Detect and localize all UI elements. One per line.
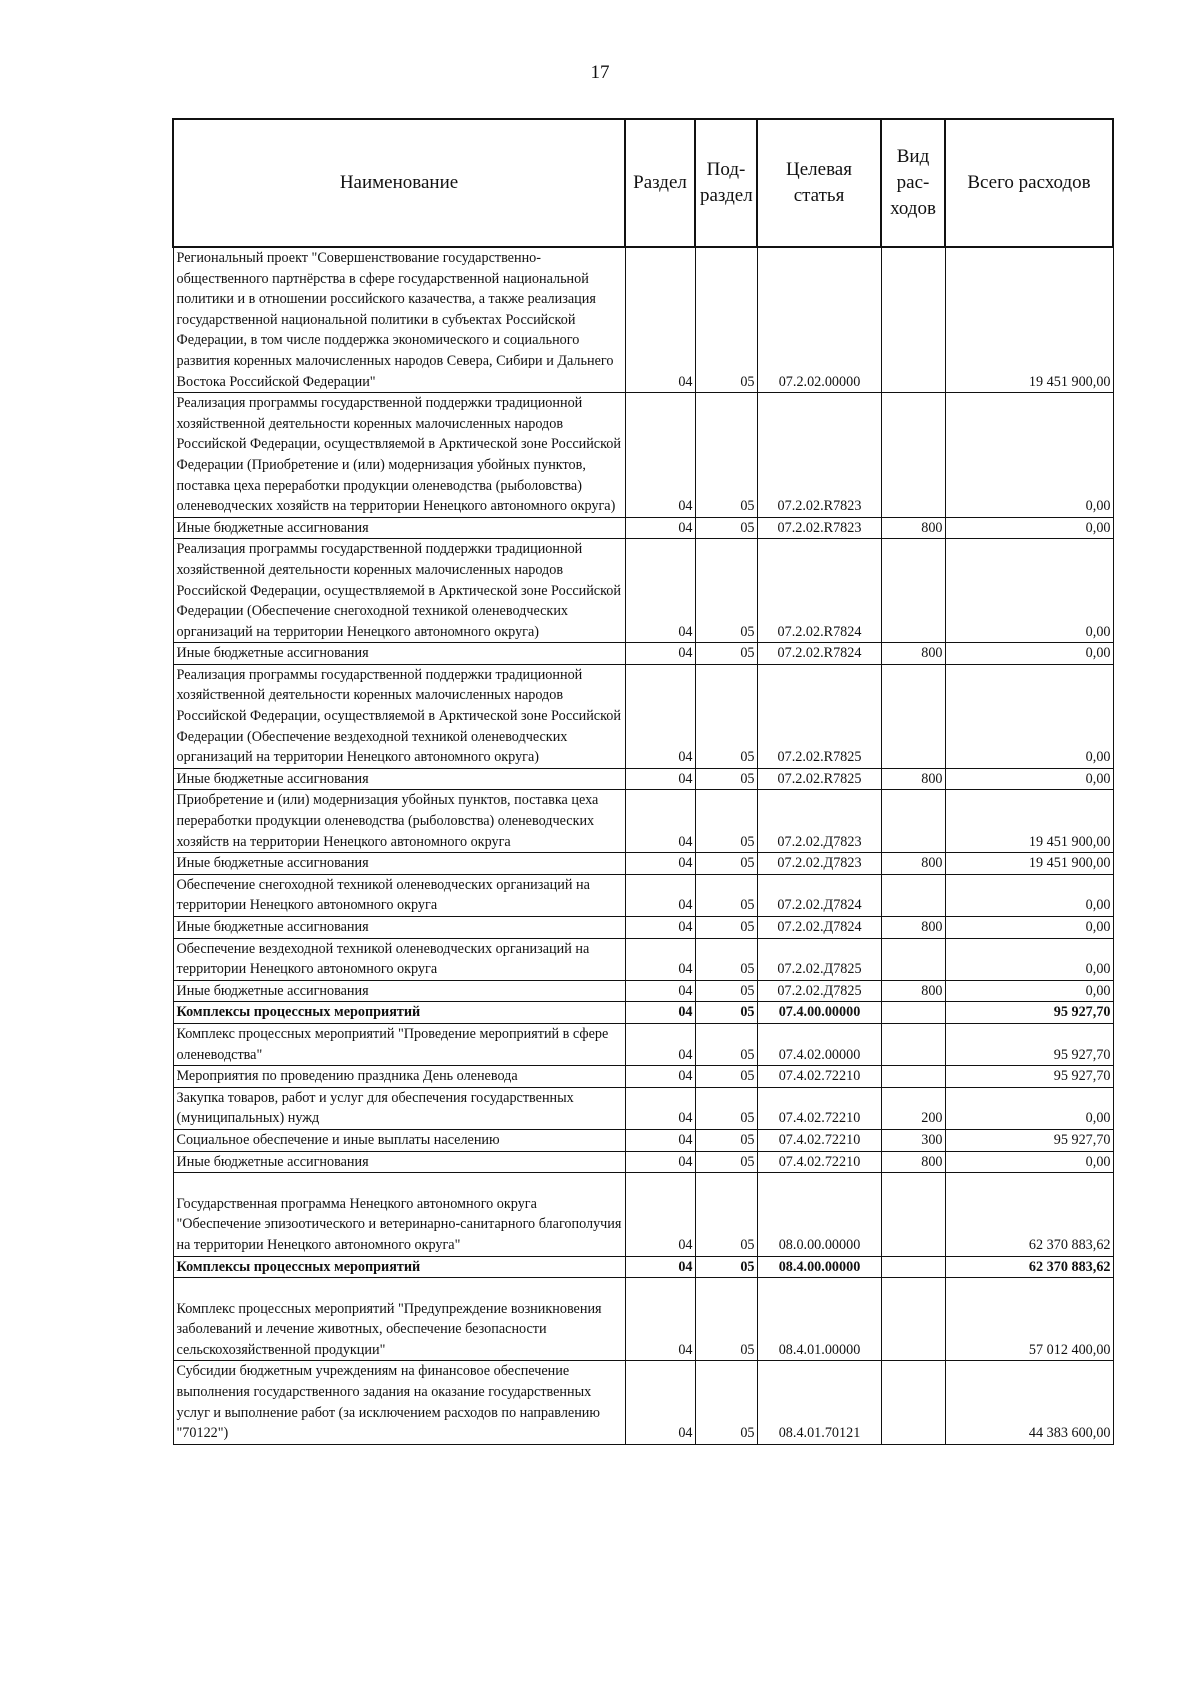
row-vid-raskhodov xyxy=(881,790,945,853)
table-row xyxy=(173,938,1113,980)
row-vid-raskhodov xyxy=(881,664,945,768)
row-podrazdel: 05 xyxy=(695,1278,757,1361)
row-razdel: 04 xyxy=(625,643,695,665)
table-row xyxy=(173,517,1113,539)
row-vid-raskhodov xyxy=(881,1173,945,1256)
row-name: Комплексы процессных мероприятий xyxy=(173,1002,625,1024)
row-name: Иные бюджетные ассигнования xyxy=(173,917,625,939)
row-vid-raskhodov xyxy=(881,938,945,980)
row-podrazdel: 05 xyxy=(695,247,757,393)
row-celevaya-statya: 07.2.02.R7824 xyxy=(757,643,881,665)
table-body xyxy=(173,247,1113,1444)
row-razdel: 04 xyxy=(625,768,695,790)
table-row xyxy=(173,393,1113,518)
table-row xyxy=(173,1256,1113,1278)
row-razdel: 04 xyxy=(625,1361,695,1444)
row-vid-raskhodov xyxy=(881,539,945,643)
row-celevaya-statya: 07.4.02.72210 xyxy=(757,1087,881,1129)
row-name: Иные бюджетные ассигнования xyxy=(173,768,625,790)
row-podrazdel: 05 xyxy=(695,1151,757,1173)
row-razdel: 04 xyxy=(625,1173,695,1256)
row-name: Иные бюджетные ассигнования xyxy=(173,1151,625,1173)
header-podrazdel: Под- раздел xyxy=(695,119,757,247)
row-razdel: 04 xyxy=(625,1023,695,1065)
row-name: Субсидии бюджетным учреждениям на финансовое обеспечение выполнения государственного задания на оказание государственных услуг и выполнение работ (за исключением расходов по направлению "70122") xyxy=(173,1361,625,1444)
row-total: 95 927,70 xyxy=(945,1129,1113,1151)
row-celevaya-statya: 07.4.02.00000 xyxy=(757,1023,881,1065)
row-vid-raskhodov xyxy=(881,1066,945,1088)
row-name: Комплексы процессных мероприятий xyxy=(173,1256,625,1278)
row-podrazdel: 05 xyxy=(695,768,757,790)
table-row xyxy=(173,1002,1113,1024)
row-celevaya-statya: 07.2.02.R7823 xyxy=(757,393,881,518)
row-celevaya-statya: 08.4.00.00000 xyxy=(757,1256,881,1278)
row-celevaya-statya: 07.2.02.Д7824 xyxy=(757,874,881,916)
row-vid-raskhodov xyxy=(881,1278,945,1361)
table-row xyxy=(173,1361,1113,1444)
row-podrazdel: 05 xyxy=(695,664,757,768)
row-celevaya-statya: 07.4.02.72210 xyxy=(757,1066,881,1088)
row-podrazdel: 05 xyxy=(695,1002,757,1024)
row-total: 0,00 xyxy=(945,539,1113,643)
row-razdel: 04 xyxy=(625,1066,695,1088)
row-razdel: 04 xyxy=(625,1256,695,1278)
row-name: Комплекс процессных мероприятий "Предупреждение возникновения заболеваний и лечение животных, обеспечение безопасности сельскохозяйственной продукции" xyxy=(173,1278,625,1361)
table-row xyxy=(173,247,1113,393)
row-vid-raskhodov: 300 xyxy=(881,1129,945,1151)
row-total: 57 012 400,00 xyxy=(945,1278,1113,1361)
row-total: 0,00 xyxy=(945,664,1113,768)
row-total: 0,00 xyxy=(945,393,1113,518)
row-name: Реализация программы государственной поддержки традиционной хозяйственной деятельности коренных малочисленных народов Российской Федерации, осуществляемой в Арктической зоне Российской Федерации (Обеспечение вездеходной техникой оленеводческих организаций на территории Ненецкого автономного округа) xyxy=(173,664,625,768)
row-razdel: 04 xyxy=(625,1002,695,1024)
row-name: Обеспечение вездеходной техникой оленеводческих организаций на территории Ненецкого автономного округа xyxy=(173,938,625,980)
row-vid-raskhodov xyxy=(881,1361,945,1444)
row-total: 95 927,70 xyxy=(945,1066,1113,1088)
row-total: 0,00 xyxy=(945,1151,1113,1173)
table-row xyxy=(173,980,1113,1002)
table-row xyxy=(173,874,1113,916)
table-row xyxy=(173,643,1113,665)
table-row xyxy=(173,664,1113,768)
row-name: Комплекс процессных мероприятий "Проведение мероприятий в сфере оленеводства" xyxy=(173,1023,625,1065)
row-vid-raskhodov xyxy=(881,1023,945,1065)
row-podrazdel: 05 xyxy=(695,874,757,916)
row-total: 0,00 xyxy=(945,1087,1113,1129)
row-total: 95 927,70 xyxy=(945,1002,1113,1024)
row-podrazdel: 05 xyxy=(695,643,757,665)
row-name: Реализация программы государственной поддержки традиционной хозяйственной деятельности коренных малочисленных народов Российской Федерации, осуществляемой в Арктической зоне Российской Федерации (Обеспечение снегоходной техникой оленеводческих организаций на территории Ненецкого автономного округа) xyxy=(173,539,625,643)
row-celevaya-statya: 07.2.02.00000 xyxy=(757,247,881,393)
budget-table xyxy=(172,118,1114,1445)
row-vid-raskhodov xyxy=(881,393,945,518)
table-row xyxy=(173,1173,1113,1256)
row-vid-raskhodov: 800 xyxy=(881,980,945,1002)
row-name: Приобретение и (или) модернизация убойных пунктов, поставка цеха переработки продукции оленеводства (рыболовства) оленеводческих хозяйств на территории Ненецкого автономного округа xyxy=(173,790,625,853)
row-vid-raskhodov: 800 xyxy=(881,517,945,539)
row-razdel: 04 xyxy=(625,938,695,980)
row-razdel: 04 xyxy=(625,1087,695,1129)
row-celevaya-statya: 07.2.02.R7824 xyxy=(757,539,881,643)
row-celevaya-statya: 07.4.00.00000 xyxy=(757,1002,881,1024)
row-name: Иные бюджетные ассигнования xyxy=(173,643,625,665)
row-total: 95 927,70 xyxy=(945,1023,1113,1065)
row-total: 0,00 xyxy=(945,938,1113,980)
row-podrazdel: 05 xyxy=(695,1066,757,1088)
row-razdel: 04 xyxy=(625,517,695,539)
row-podrazdel: 05 xyxy=(695,790,757,853)
row-razdel: 04 xyxy=(625,539,695,643)
row-celevaya-statya: 07.2.02.Д7824 xyxy=(757,917,881,939)
row-celevaya-statya: 07.2.02.Д7825 xyxy=(757,980,881,1002)
row-name: Реализация программы государственной поддержки традиционной хозяйственной деятельности коренных малочисленных народов Российской Федерации, осуществляемой в Арктической зоне Российской Федерации (Приобретение и (или) модернизация убойных пунктов, поставка цеха переработки продукции оленеводства (рыболовства) оленеводческих хозяйств на территории Ненецкого автономного округа) xyxy=(173,393,625,518)
table-row xyxy=(173,853,1113,875)
row-total: 0,00 xyxy=(945,980,1113,1002)
row-celevaya-statya: 08.4.01.70121 xyxy=(757,1361,881,1444)
row-vid-raskhodov: 800 xyxy=(881,768,945,790)
header-name: Наименование xyxy=(173,119,625,247)
table-row xyxy=(173,1087,1113,1129)
row-name: Иные бюджетные ассигнования xyxy=(173,980,625,1002)
header-total: Всего расходов xyxy=(945,119,1113,247)
row-podrazdel: 05 xyxy=(695,393,757,518)
row-total: 44 383 600,00 xyxy=(945,1361,1113,1444)
row-podrazdel: 05 xyxy=(695,517,757,539)
row-vid-raskhodov xyxy=(881,874,945,916)
header-vid-raskhodov: Вид рас- ходов xyxy=(881,119,945,247)
row-razdel: 04 xyxy=(625,247,695,393)
row-name: Социальное обеспечение и иные выплаты населению xyxy=(173,1129,625,1151)
row-podrazdel: 05 xyxy=(695,917,757,939)
row-celevaya-statya: 08.4.01.00000 xyxy=(757,1278,881,1361)
row-razdel: 04 xyxy=(625,917,695,939)
row-razdel: 04 xyxy=(625,664,695,768)
row-podrazdel: 05 xyxy=(695,1256,757,1278)
table-row xyxy=(173,917,1113,939)
row-name: Иные бюджетные ассигнования xyxy=(173,517,625,539)
row-celevaya-statya: 07.2.02.Д7823 xyxy=(757,790,881,853)
row-vid-raskhodov: 800 xyxy=(881,917,945,939)
row-vid-raskhodov xyxy=(881,1002,945,1024)
row-celevaya-statya: 07.2.02.R7823 xyxy=(757,517,881,539)
header-row xyxy=(173,119,1113,247)
row-total: 19 451 900,00 xyxy=(945,790,1113,853)
header-celevaya-statya: Целевая статья xyxy=(757,119,881,247)
row-total: 62 370 883,62 xyxy=(945,1256,1113,1278)
row-podrazdel: 05 xyxy=(695,938,757,980)
table-row xyxy=(173,768,1113,790)
row-podrazdel: 05 xyxy=(695,1361,757,1444)
row-celevaya-statya: 07.4.02.72210 xyxy=(757,1129,881,1151)
row-razdel: 04 xyxy=(625,790,695,853)
table-row xyxy=(173,790,1113,853)
table-row xyxy=(173,1129,1113,1151)
table-row xyxy=(173,539,1113,643)
row-total: 0,00 xyxy=(945,917,1113,939)
row-total: 0,00 xyxy=(945,643,1113,665)
row-razdel: 04 xyxy=(625,853,695,875)
row-vid-raskhodov: 800 xyxy=(881,643,945,665)
row-total: 0,00 xyxy=(945,517,1113,539)
row-celevaya-statya: 08.0.00.00000 xyxy=(757,1173,881,1256)
row-total: 19 451 900,00 xyxy=(945,853,1113,875)
row-name: Мероприятия по проведению праздника День оленевода xyxy=(173,1066,625,1088)
row-razdel: 04 xyxy=(625,393,695,518)
page-number: 17 xyxy=(590,62,610,83)
row-celevaya-statya: 07.2.02.Д7825 xyxy=(757,938,881,980)
row-name: Закупка товаров, работ и услуг для обеспечения государственных (муниципальных) нужд xyxy=(173,1087,625,1129)
table-header xyxy=(173,119,1113,247)
row-total: 62 370 883,62 xyxy=(945,1173,1113,1256)
row-razdel: 04 xyxy=(625,1129,695,1151)
row-podrazdel: 05 xyxy=(695,1173,757,1256)
row-celevaya-statya: 07.2.02.Д7823 xyxy=(757,853,881,875)
row-podrazdel: 05 xyxy=(695,1087,757,1129)
header-razdel: Раздел xyxy=(625,119,695,247)
row-razdel: 04 xyxy=(625,1151,695,1173)
row-podrazdel: 05 xyxy=(695,853,757,875)
row-name: Государственная программа Ненецкого автономного округа "Обеспечение эпизоотического и ветеринарно-санитарного благополучия на территории Ненецкого автономного округа" xyxy=(173,1173,625,1256)
row-celevaya-statya: 07.2.02.R7825 xyxy=(757,768,881,790)
table-row xyxy=(173,1278,1113,1361)
row-name: Обеспечение снегоходной техникой оленеводческих организаций на территории Ненецкого автономного округа xyxy=(173,874,625,916)
row-vid-raskhodov: 200 xyxy=(881,1087,945,1129)
row-total: 0,00 xyxy=(945,768,1113,790)
row-razdel: 04 xyxy=(625,874,695,916)
row-podrazdel: 05 xyxy=(695,1023,757,1065)
row-vid-raskhodov xyxy=(881,247,945,393)
table-row xyxy=(173,1066,1113,1088)
row-celevaya-statya: 07.2.02.R7825 xyxy=(757,664,881,768)
row-razdel: 04 xyxy=(625,980,695,1002)
row-vid-raskhodov xyxy=(881,1256,945,1278)
table-row xyxy=(173,1151,1113,1173)
row-podrazdel: 05 xyxy=(695,539,757,643)
table-row xyxy=(173,1023,1113,1065)
row-vid-raskhodov: 800 xyxy=(881,853,945,875)
row-razdel: 04 xyxy=(625,1278,695,1361)
row-podrazdel: 05 xyxy=(695,1129,757,1151)
row-name: Региональный проект "Совершенствование государственно-общественного партнёрства в сфере государственной национальной политики и в отношении российского казачества, а также реализация государственной национальной политики в субъектах Российской Федерации, в том числе поддержка экономического и социального развития коренных малочисленных народов Севера, Сибири и Дальнего Востока Российской Федерации" xyxy=(173,247,625,393)
row-celevaya-statya: 07.4.02.72210 xyxy=(757,1151,881,1173)
row-name: Иные бюджетные ассигнования xyxy=(173,853,625,875)
row-podrazdel: 05 xyxy=(695,980,757,1002)
row-vid-raskhodov: 800 xyxy=(881,1151,945,1173)
row-total: 0,00 xyxy=(945,874,1113,916)
row-total: 19 451 900,00 xyxy=(945,247,1113,393)
